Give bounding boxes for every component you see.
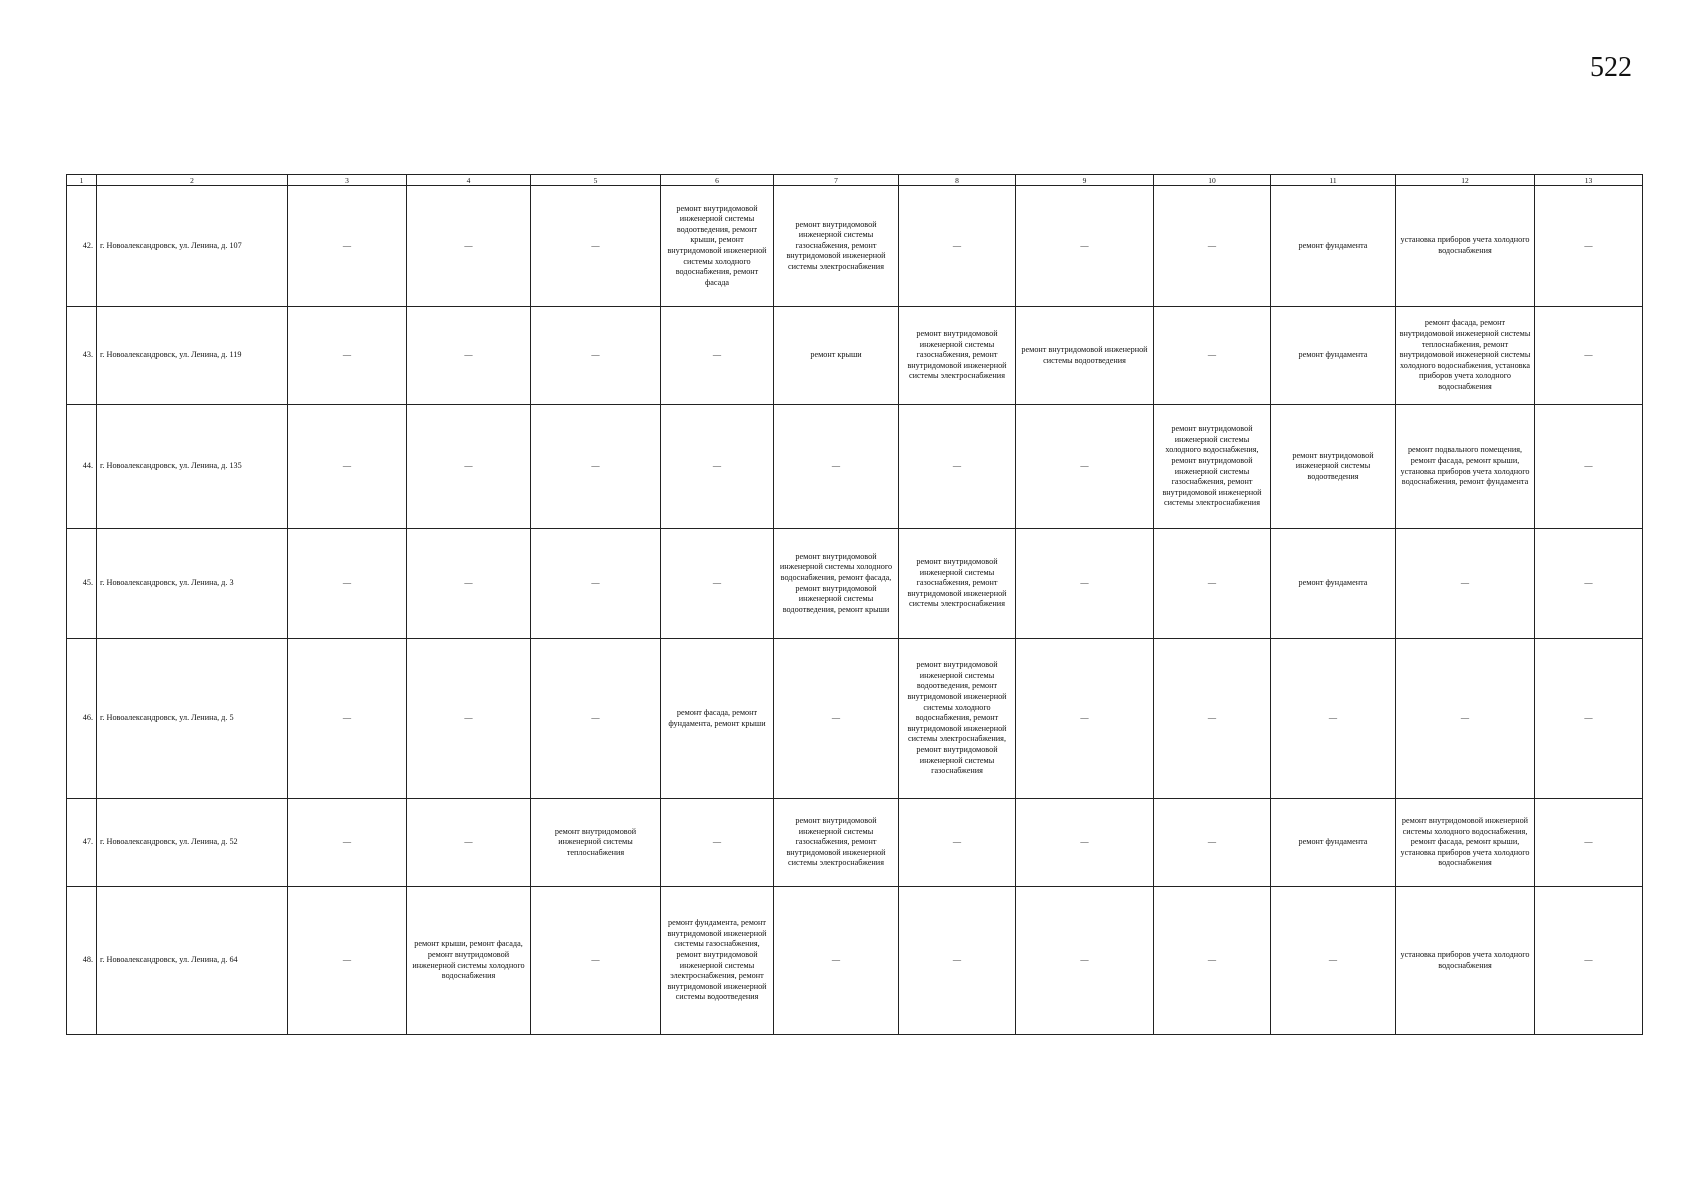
column-header: 6 [661, 175, 774, 186]
column-header: 13 [1535, 175, 1643, 186]
address-cell: г. Новоалександровск, ул. Ленина, д. 64 [97, 887, 288, 1035]
empty-dash-cell: — [407, 405, 531, 529]
empty-dash-cell: — [1154, 307, 1271, 405]
empty-dash-cell: — [288, 799, 407, 887]
empty-dash-cell: — [1535, 405, 1643, 529]
empty-dash-cell: — [531, 639, 661, 799]
row-number: 43. [67, 307, 97, 405]
address-cell: г. Новоалександровск, ул. Ленина, д. 135 [97, 405, 288, 529]
empty-dash-cell: — [661, 307, 774, 405]
work-description-cell: ремонт фундамента [1271, 799, 1396, 887]
empty-dash-cell: — [531, 405, 661, 529]
work-description-cell: ремонт внутридомовой инженерной системы водоотведения [1271, 405, 1396, 529]
empty-dash-cell: — [531, 887, 661, 1035]
column-header: 1 [67, 175, 97, 186]
empty-dash-cell: — [407, 529, 531, 639]
empty-dash-cell: — [1535, 307, 1643, 405]
work-description-cell: ремонт крыши [774, 307, 899, 405]
empty-dash-cell: — [774, 887, 899, 1035]
work-description-cell: ремонт внутридомовой инженерной системы газоснабжения, ремонт внутридомовой инженерной системы электроснабжения [899, 307, 1016, 405]
empty-dash-cell: — [531, 529, 661, 639]
address-cell: г. Новоалександровск, ул. Ленина, д. 52 [97, 799, 288, 887]
row-number: 44. [67, 405, 97, 529]
row-number: 46. [67, 639, 97, 799]
empty-dash-cell: — [774, 405, 899, 529]
empty-dash-cell: — [288, 639, 407, 799]
column-header: 11 [1271, 175, 1396, 186]
empty-dash-cell: — [899, 799, 1016, 887]
column-header: 10 [1154, 175, 1271, 186]
empty-dash-cell: — [531, 186, 661, 307]
row-number: 47. [67, 799, 97, 887]
table-row [67, 799, 1643, 887]
table-row [67, 529, 1643, 639]
repair-schedule-table [66, 174, 1643, 1035]
column-number-row [67, 175, 1643, 186]
work-description-cell: ремонт внутридомовой инженерной системы водоотведения [1016, 307, 1154, 405]
empty-dash-cell: — [407, 799, 531, 887]
empty-dash-cell: — [407, 186, 531, 307]
table-row [67, 639, 1643, 799]
work-description-cell: ремонт фундамента [1271, 529, 1396, 639]
empty-dash-cell: — [1396, 639, 1535, 799]
column-header: 3 [288, 175, 407, 186]
empty-dash-cell: — [661, 405, 774, 529]
empty-dash-cell: — [1535, 186, 1643, 307]
empty-dash-cell: — [1154, 529, 1271, 639]
work-description-cell: ремонт фасада, ремонт фундамента, ремонт крыши [661, 639, 774, 799]
column-header: 12 [1396, 175, 1535, 186]
empty-dash-cell: — [1154, 887, 1271, 1035]
empty-dash-cell: — [288, 307, 407, 405]
work-description-cell: ремонт внутридомовой инженерной системы водоотведения, ремонт крыши, ремонт внутридомовой инженерной системы холодного водоснабжения, ремонт фасада [661, 186, 774, 307]
column-header: 8 [899, 175, 1016, 186]
work-description-cell: ремонт фундамента [1271, 186, 1396, 307]
table-row [67, 186, 1643, 307]
empty-dash-cell: — [1016, 405, 1154, 529]
column-header: 7 [774, 175, 899, 186]
table-row [67, 887, 1643, 1035]
work-description-cell: ремонт фундамента [1271, 307, 1396, 405]
work-description-cell: ремонт внутридомовой инженерной системы водоотведения, ремонт внутридомовой инженерной системы холодного водоснабжения, ремонт внутридомовой инженерной системы электроснабжения, ремонт внутридомовой инженерной системы газоснабжения [899, 639, 1016, 799]
empty-dash-cell: — [661, 529, 774, 639]
table-row [67, 307, 1643, 405]
work-description-cell: ремонт внутридомовой инженерной системы газоснабжения, ремонт внутридомовой инженерной системы электроснабжения [774, 186, 899, 307]
work-description-cell: ремонт внутридомовой инженерной системы холодного водоснабжения, ремонт фасада, ремонт крыши, установка приборов учета холодного водоснабжения [1396, 799, 1535, 887]
empty-dash-cell: — [1396, 529, 1535, 639]
work-description-cell: ремонт внутридомовой инженерной системы холодного водоснабжения, ремонт внутридомовой инженерной системы газоснабжения, ремонт внутридомовой инженерной системы электроснабжения [1154, 405, 1271, 529]
column-header: 9 [1016, 175, 1154, 186]
empty-dash-cell: — [661, 799, 774, 887]
column-header: 2 [97, 175, 288, 186]
empty-dash-cell: — [774, 639, 899, 799]
column-header: 5 [531, 175, 661, 186]
empty-dash-cell: — [288, 887, 407, 1035]
address-cell: г. Новоалександровск, ул. Ленина, д. 119 [97, 307, 288, 405]
empty-dash-cell: — [288, 186, 407, 307]
work-description-cell: установка приборов учета холодного водоснабжения [1396, 887, 1535, 1035]
empty-dash-cell: — [899, 405, 1016, 529]
work-description-cell: ремонт внутридомовой инженерной системы газоснабжения, ремонт внутридомовой инженерной системы электроснабжения [774, 799, 899, 887]
address-cell: г. Новоалександровск, ул. Ленина, д. 3 [97, 529, 288, 639]
address-cell: г. Новоалександровск, ул. Ленина, д. 5 [97, 639, 288, 799]
address-cell: г. Новоалександровск, ул. Ленина, д. 107 [97, 186, 288, 307]
empty-dash-cell: — [1271, 887, 1396, 1035]
empty-dash-cell: — [407, 639, 531, 799]
empty-dash-cell: — [288, 405, 407, 529]
empty-dash-cell: — [899, 186, 1016, 307]
work-description-cell: установка приборов учета холодного водоснабжения [1396, 186, 1535, 307]
empty-dash-cell: — [899, 887, 1016, 1035]
row-number: 42. [67, 186, 97, 307]
empty-dash-cell: — [531, 307, 661, 405]
empty-dash-cell: — [1016, 186, 1154, 307]
work-description-cell: ремонт внутридомовой инженерной системы газоснабжения, ремонт внутридомовой инженерной системы электроснабжения [899, 529, 1016, 639]
row-number: 45. [67, 529, 97, 639]
empty-dash-cell: — [1016, 639, 1154, 799]
empty-dash-cell: — [1016, 799, 1154, 887]
page-number: 522 [1590, 52, 1632, 83]
empty-dash-cell: — [288, 529, 407, 639]
column-header: 4 [407, 175, 531, 186]
table-row [67, 405, 1643, 529]
empty-dash-cell: — [1154, 639, 1271, 799]
work-description-cell: ремонт фасада, ремонт внутридомовой инженерной системы теплоснабжения, ремонт внутридомовой инженерной системы холодного водоснабжения, установка приборов учета холодного водоснабжения [1396, 307, 1535, 405]
empty-dash-cell: — [1154, 186, 1271, 307]
empty-dash-cell: — [407, 307, 531, 405]
empty-dash-cell: — [1535, 887, 1643, 1035]
empty-dash-cell: — [1154, 799, 1271, 887]
empty-dash-cell: — [1535, 799, 1643, 887]
empty-dash-cell: — [1016, 529, 1154, 639]
work-description-cell: ремонт подвального помещения, ремонт фасада, ремонт крыши, установка приборов учета холодного водоснабжения, ремонт фундамента [1396, 405, 1535, 529]
empty-dash-cell: — [1016, 887, 1154, 1035]
work-description-cell: ремонт крыши, ремонт фасада, ремонт внутридомовой инженерной системы холодного водоснабжения [407, 887, 531, 1035]
work-description-cell: ремонт внутридомовой инженерной системы холодного водоснабжения, ремонт фасада, ремонт внутридомовой инженерной системы водоотведения, ремонт крыши [774, 529, 899, 639]
empty-dash-cell: — [1535, 639, 1643, 799]
row-number: 48. [67, 887, 97, 1035]
work-description-cell: ремонт фундамента, ремонт внутридомовой инженерной системы газоснабжения, ремонт внутридомовой инженерной системы электроснабжения, ремонт внутридомовой инженерной системы водоотведения [661, 887, 774, 1035]
empty-dash-cell: — [1271, 639, 1396, 799]
empty-dash-cell: — [1535, 529, 1643, 639]
work-description-cell: ремонт внутридомовой инженерной системы теплоснабжения [531, 799, 661, 887]
